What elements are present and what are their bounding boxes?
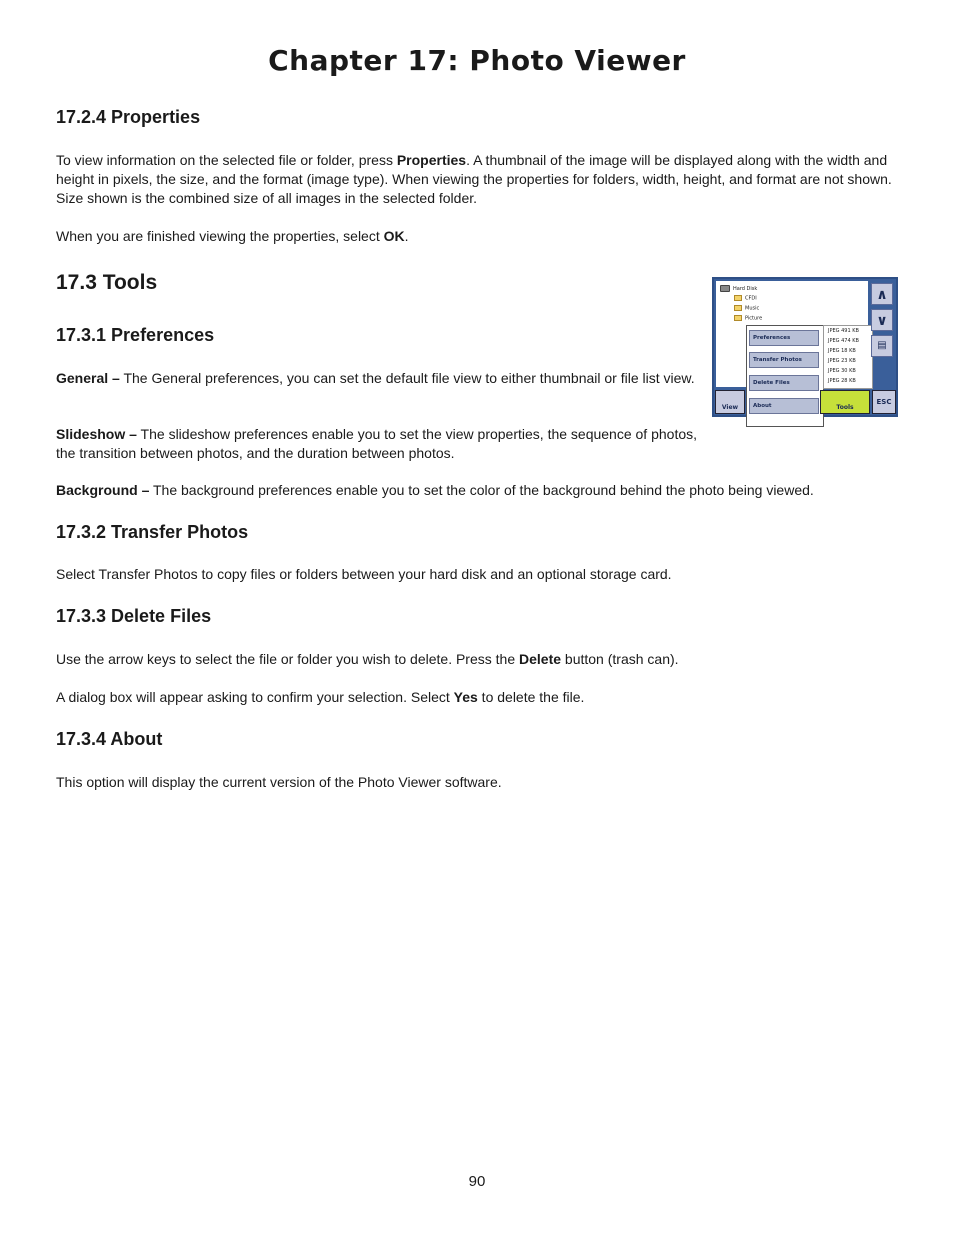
file-row[interactable]: JPEG 491 KB xyxy=(828,328,859,334)
delete-files-paragraph: Use the arrow keys to select the file or folder you wish to delete. Press the Delete button (trash can). xyxy=(56,651,679,667)
properties-icon[interactable]: ▤ xyxy=(871,335,893,357)
file-row[interactable]: JPEG 18 KB xyxy=(828,348,856,354)
menu-item-preferences[interactable]: Preferences xyxy=(749,330,819,346)
properties-ok-paragraph: When you are finished viewing the properties, select OK. xyxy=(56,228,409,244)
slideshow-paragraph: Slideshow – The slideshow preferences enable you to set the view properties, the sequence of photos, the transition between photos, and the duration between photos. xyxy=(56,426,698,461)
tree-item: CFDI xyxy=(734,295,757,302)
menu-item-delete-files[interactable]: Delete Files xyxy=(749,375,819,391)
properties-paragraph: To view information on the selected file or folder, press Properties. A thumbnail of the image will be displayed along with the width and height in pixels, the size, and the format (image type). When viewing the properties for folders, width, height, and format are not shown. Size shown is the combined size of all images in the selected folder. xyxy=(56,152,892,206)
general-paragraph: General – The General preferences, you can set the default file view to either thumbnail or file list view. xyxy=(56,370,695,386)
page-number: 90 xyxy=(468,1173,486,1190)
folder-icon xyxy=(734,305,742,311)
file-list xyxy=(823,325,873,389)
hard-disk-icon xyxy=(720,285,730,292)
file-row[interactable]: JPEG 30 KB xyxy=(828,368,856,374)
folder-icon xyxy=(734,315,742,321)
tools-menu xyxy=(746,325,824,427)
tree-item-hard-disk: Hard Disk xyxy=(720,285,757,292)
transfer-photos-paragraph: Select Transfer Photos to copy files or folders between your hard disk and an optional storage card. xyxy=(56,566,672,582)
file-row[interactable]: JPEG 23 KB xyxy=(828,358,856,364)
file-row[interactable]: JPEG 28 KB xyxy=(828,378,856,384)
about-paragraph: This option will display the current version of the Photo Viewer software. xyxy=(56,774,502,790)
properties-heading: 17.2.4 Properties xyxy=(56,107,201,127)
transfer-photos-heading: 17.3.2 Transfer Photos xyxy=(56,522,249,542)
tree-item: Picture xyxy=(734,315,762,322)
folder-icon xyxy=(734,295,742,301)
tools-heading: 17.3 Tools xyxy=(56,271,158,294)
scroll-down-button[interactable]: ∨ xyxy=(871,309,893,331)
background-paragraph: Background – The background preferences enable you to set the color of the background behind the photo being viewed. xyxy=(56,482,814,498)
page-title: Chapter 17: Photo Viewer xyxy=(268,44,686,77)
view-button[interactable]: View xyxy=(715,390,745,414)
menu-item-about[interactable]: About xyxy=(749,398,819,414)
menu-item-transfer-photos[interactable]: Transfer Photos xyxy=(749,352,819,368)
scroll-up-button[interactable]: ∧ xyxy=(871,283,893,305)
delete-files-heading: 17.3.3 Delete Files xyxy=(56,606,212,626)
delete-confirm-paragraph: A dialog box will appear asking to confirm your selection. Select Yes to delete the file. xyxy=(56,689,585,705)
file-row[interactable]: JPEG 474 KB xyxy=(828,338,859,344)
tools-menu-screenshot xyxy=(712,277,898,417)
tree-item: Music xyxy=(734,305,759,312)
preferences-heading: 17.3.1 Preferences xyxy=(56,325,215,345)
about-heading: 17.3.4 About xyxy=(56,729,163,749)
tools-button[interactable]: Tools xyxy=(820,390,870,414)
esc-button[interactable]: ESC xyxy=(872,390,896,414)
